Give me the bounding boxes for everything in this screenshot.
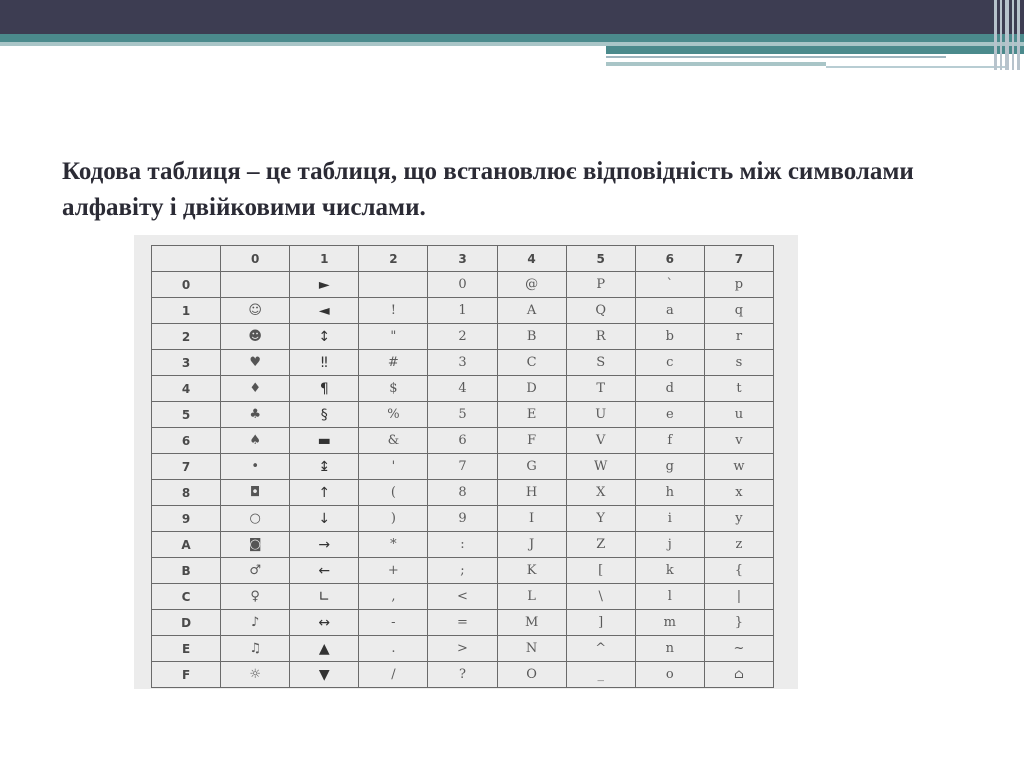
row-header: D: [152, 610, 221, 636]
table-cell: q: [704, 298, 773, 324]
column-header: 4: [497, 246, 566, 272]
table-row: [152, 558, 774, 584]
table-cell: ♦: [221, 376, 290, 402]
row-header: 4: [152, 376, 221, 402]
table-cell: ◙: [221, 532, 290, 558]
table-cell: •: [221, 454, 290, 480]
table-cell: ♀: [221, 584, 290, 610]
row-header: 3: [152, 350, 221, 376]
table-cell: ←: [290, 558, 359, 584]
table-cell: e: [635, 402, 704, 428]
table-cell: ▬: [290, 428, 359, 454]
table-cell: v: [704, 428, 773, 454]
table-cell: ▼: [290, 662, 359, 688]
table-cell: x: [704, 480, 773, 506]
table-cell: ^: [566, 636, 635, 662]
table-row: [152, 454, 774, 480]
table-cell: 6: [428, 428, 497, 454]
table-cell: F: [497, 428, 566, 454]
table-row: [152, 636, 774, 662]
table-cell: w: [704, 454, 773, 480]
table-cell: ↕: [290, 324, 359, 350]
table-row: [152, 428, 774, 454]
table-cell: ◄: [290, 298, 359, 324]
table-cell: ▲: [290, 636, 359, 662]
header-stripes-decoration: [994, 0, 1024, 70]
row-header: 1: [152, 298, 221, 324]
table-cell: ♂: [221, 558, 290, 584]
table-cell: V: [566, 428, 635, 454]
table-cell: ↔: [290, 610, 359, 636]
table-cell: ►: [290, 272, 359, 298]
row-header: 6: [152, 428, 221, 454]
table-cell: g: [635, 454, 704, 480]
table-row: [152, 402, 774, 428]
code-table-image: [134, 235, 798, 689]
column-header: 0: [221, 246, 290, 272]
table-cell: ,: [359, 584, 428, 610]
header-accent-line: [606, 56, 946, 58]
table-cell: <: [428, 584, 497, 610]
table-cell: .: [359, 636, 428, 662]
code-table: [151, 245, 774, 688]
table-cell: H: [497, 480, 566, 506]
table-cell: ;: [428, 558, 497, 584]
table-row: [152, 324, 774, 350]
row-header: 9: [152, 506, 221, 532]
table-cell: ~: [704, 636, 773, 662]
table-cell: →: [290, 532, 359, 558]
table-cell: >: [428, 636, 497, 662]
table-cell: `: [635, 272, 704, 298]
row-header: 2: [152, 324, 221, 350]
table-cell: §: [290, 402, 359, 428]
table-cell: L: [497, 584, 566, 610]
table-cell: ♪: [221, 610, 290, 636]
table-cell: Q: [566, 298, 635, 324]
table-cell: 1: [428, 298, 497, 324]
table-cell: m: [635, 610, 704, 636]
column-header: 2: [359, 246, 428, 272]
table-cell: ↨: [290, 454, 359, 480]
row-header: F: [152, 662, 221, 688]
table-cell: *: [359, 532, 428, 558]
row-header: 8: [152, 480, 221, 506]
table-cell: Y: [566, 506, 635, 532]
table-cell: _: [566, 662, 635, 688]
table-cell: t: [704, 376, 773, 402]
table-cell: -: [359, 610, 428, 636]
table-cell: ]: [566, 610, 635, 636]
table-cell: 7: [428, 454, 497, 480]
row-header: A: [152, 532, 221, 558]
table-cell: ∟: [290, 584, 359, 610]
table-cell: ?: [428, 662, 497, 688]
table-cell: O: [497, 662, 566, 688]
table-cell: k: [635, 558, 704, 584]
table-cell: u: [704, 402, 773, 428]
table-row: [152, 376, 774, 402]
table-cell: 3: [428, 350, 497, 376]
table-cell: $: [359, 376, 428, 402]
table-cell: ♥: [221, 350, 290, 376]
table-cell: 4: [428, 376, 497, 402]
table-cell: {: [704, 558, 773, 584]
header-dark-band: [0, 0, 1024, 34]
table-row: [152, 298, 774, 324]
table-cell: ♠: [221, 428, 290, 454]
table-cell: N: [497, 636, 566, 662]
table-cell: +: [359, 558, 428, 584]
table-cell: (: [359, 480, 428, 506]
table-cell: ◘: [221, 480, 290, 506]
row-header: C: [152, 584, 221, 610]
table-row: [152, 272, 774, 298]
table-cell: R: [566, 324, 635, 350]
column-header: 7: [704, 246, 773, 272]
table-cell: ‼: [290, 350, 359, 376]
table-cell: p: [704, 272, 773, 298]
table-cell: :: [428, 532, 497, 558]
table-cell: ↓: [290, 506, 359, 532]
table-row: [152, 532, 774, 558]
table-cell: i: [635, 506, 704, 532]
table-cell: E: [497, 402, 566, 428]
table-cell: I: [497, 506, 566, 532]
table-cell: f: [635, 428, 704, 454]
table-corner-cell: [152, 246, 221, 272]
table-cell: X: [566, 480, 635, 506]
table-cell: h: [635, 480, 704, 506]
table-cell: ¶: [290, 376, 359, 402]
table-cell: 0: [428, 272, 497, 298]
table-cell: }: [704, 610, 773, 636]
table-cell: ☺: [221, 298, 290, 324]
table-cell: \: [566, 584, 635, 610]
table-cell: s: [704, 350, 773, 376]
table-cell: c: [635, 350, 704, 376]
table-cell: &: [359, 428, 428, 454]
table-cell: @: [497, 272, 566, 298]
table-cell: 8: [428, 480, 497, 506]
table-cell: o: [635, 662, 704, 688]
table-cell: B: [497, 324, 566, 350]
table-cell: y: [704, 506, 773, 532]
table-cell: C: [497, 350, 566, 376]
table-row: [152, 584, 774, 610]
table-header-row: [152, 246, 774, 272]
column-header: 5: [566, 246, 635, 272]
table-cell: ♣: [221, 402, 290, 428]
table-cell: G: [497, 454, 566, 480]
table-cell: [: [566, 558, 635, 584]
table-cell: d: [635, 376, 704, 402]
table-cell: A: [497, 298, 566, 324]
table-cell: 9: [428, 506, 497, 532]
table-cell: U: [566, 402, 635, 428]
table-cell: 2: [428, 324, 497, 350]
table-cell: ⌂: [704, 662, 773, 688]
table-row: [152, 610, 774, 636]
row-header: B: [152, 558, 221, 584]
header-accent-line: [606, 62, 826, 66]
table-cell: r: [704, 324, 773, 350]
table-cell: a: [635, 298, 704, 324]
table-cell: S: [566, 350, 635, 376]
table-cell: ♫: [221, 636, 290, 662]
column-header: 3: [428, 246, 497, 272]
row-header: 5: [152, 402, 221, 428]
row-header: E: [152, 636, 221, 662]
table-cell: Z: [566, 532, 635, 558]
table-cell: ○: [221, 506, 290, 532]
table-cell: l: [635, 584, 704, 610]
table-cell: ': [359, 454, 428, 480]
table-row: [152, 506, 774, 532]
table-cell: [221, 272, 290, 298]
row-header: 0: [152, 272, 221, 298]
column-header: 6: [635, 246, 704, 272]
table-cell: b: [635, 324, 704, 350]
table-row: [152, 350, 774, 376]
table-cell: #: [359, 350, 428, 376]
column-header: 1: [290, 246, 359, 272]
table-cell: /: [359, 662, 428, 688]
table-cell: z: [704, 532, 773, 558]
header-accent-line: [826, 66, 1006, 68]
table-cell: [359, 272, 428, 298]
table-row: [152, 480, 774, 506]
header-teal-accent: [606, 46, 1024, 54]
table-cell: W: [566, 454, 635, 480]
table-cell: P: [566, 272, 635, 298]
slide-heading: Кодова таблиця – це таблиця, що встановлює відповідність між символами алфавіту і двійковими числами.: [62, 158, 914, 221]
header-teal-band: [0, 34, 1024, 42]
table-cell: J: [497, 532, 566, 558]
table-cell: ↑: [290, 480, 359, 506]
table-cell: K: [497, 558, 566, 584]
table-cell: ): [359, 506, 428, 532]
table-cell: !: [359, 298, 428, 324]
table-cell: D: [497, 376, 566, 402]
table-cell: |: [704, 584, 773, 610]
row-header: 7: [152, 454, 221, 480]
table-cell: ": [359, 324, 428, 350]
table-cell: =: [428, 610, 497, 636]
table-cell: ☻: [221, 324, 290, 350]
table-cell: ☼: [221, 662, 290, 688]
table-cell: j: [635, 532, 704, 558]
table-cell: 5: [428, 402, 497, 428]
table-cell: %: [359, 402, 428, 428]
table-cell: T: [566, 376, 635, 402]
table-row: [152, 662, 774, 688]
table-cell: M: [497, 610, 566, 636]
table-cell: n: [635, 636, 704, 662]
